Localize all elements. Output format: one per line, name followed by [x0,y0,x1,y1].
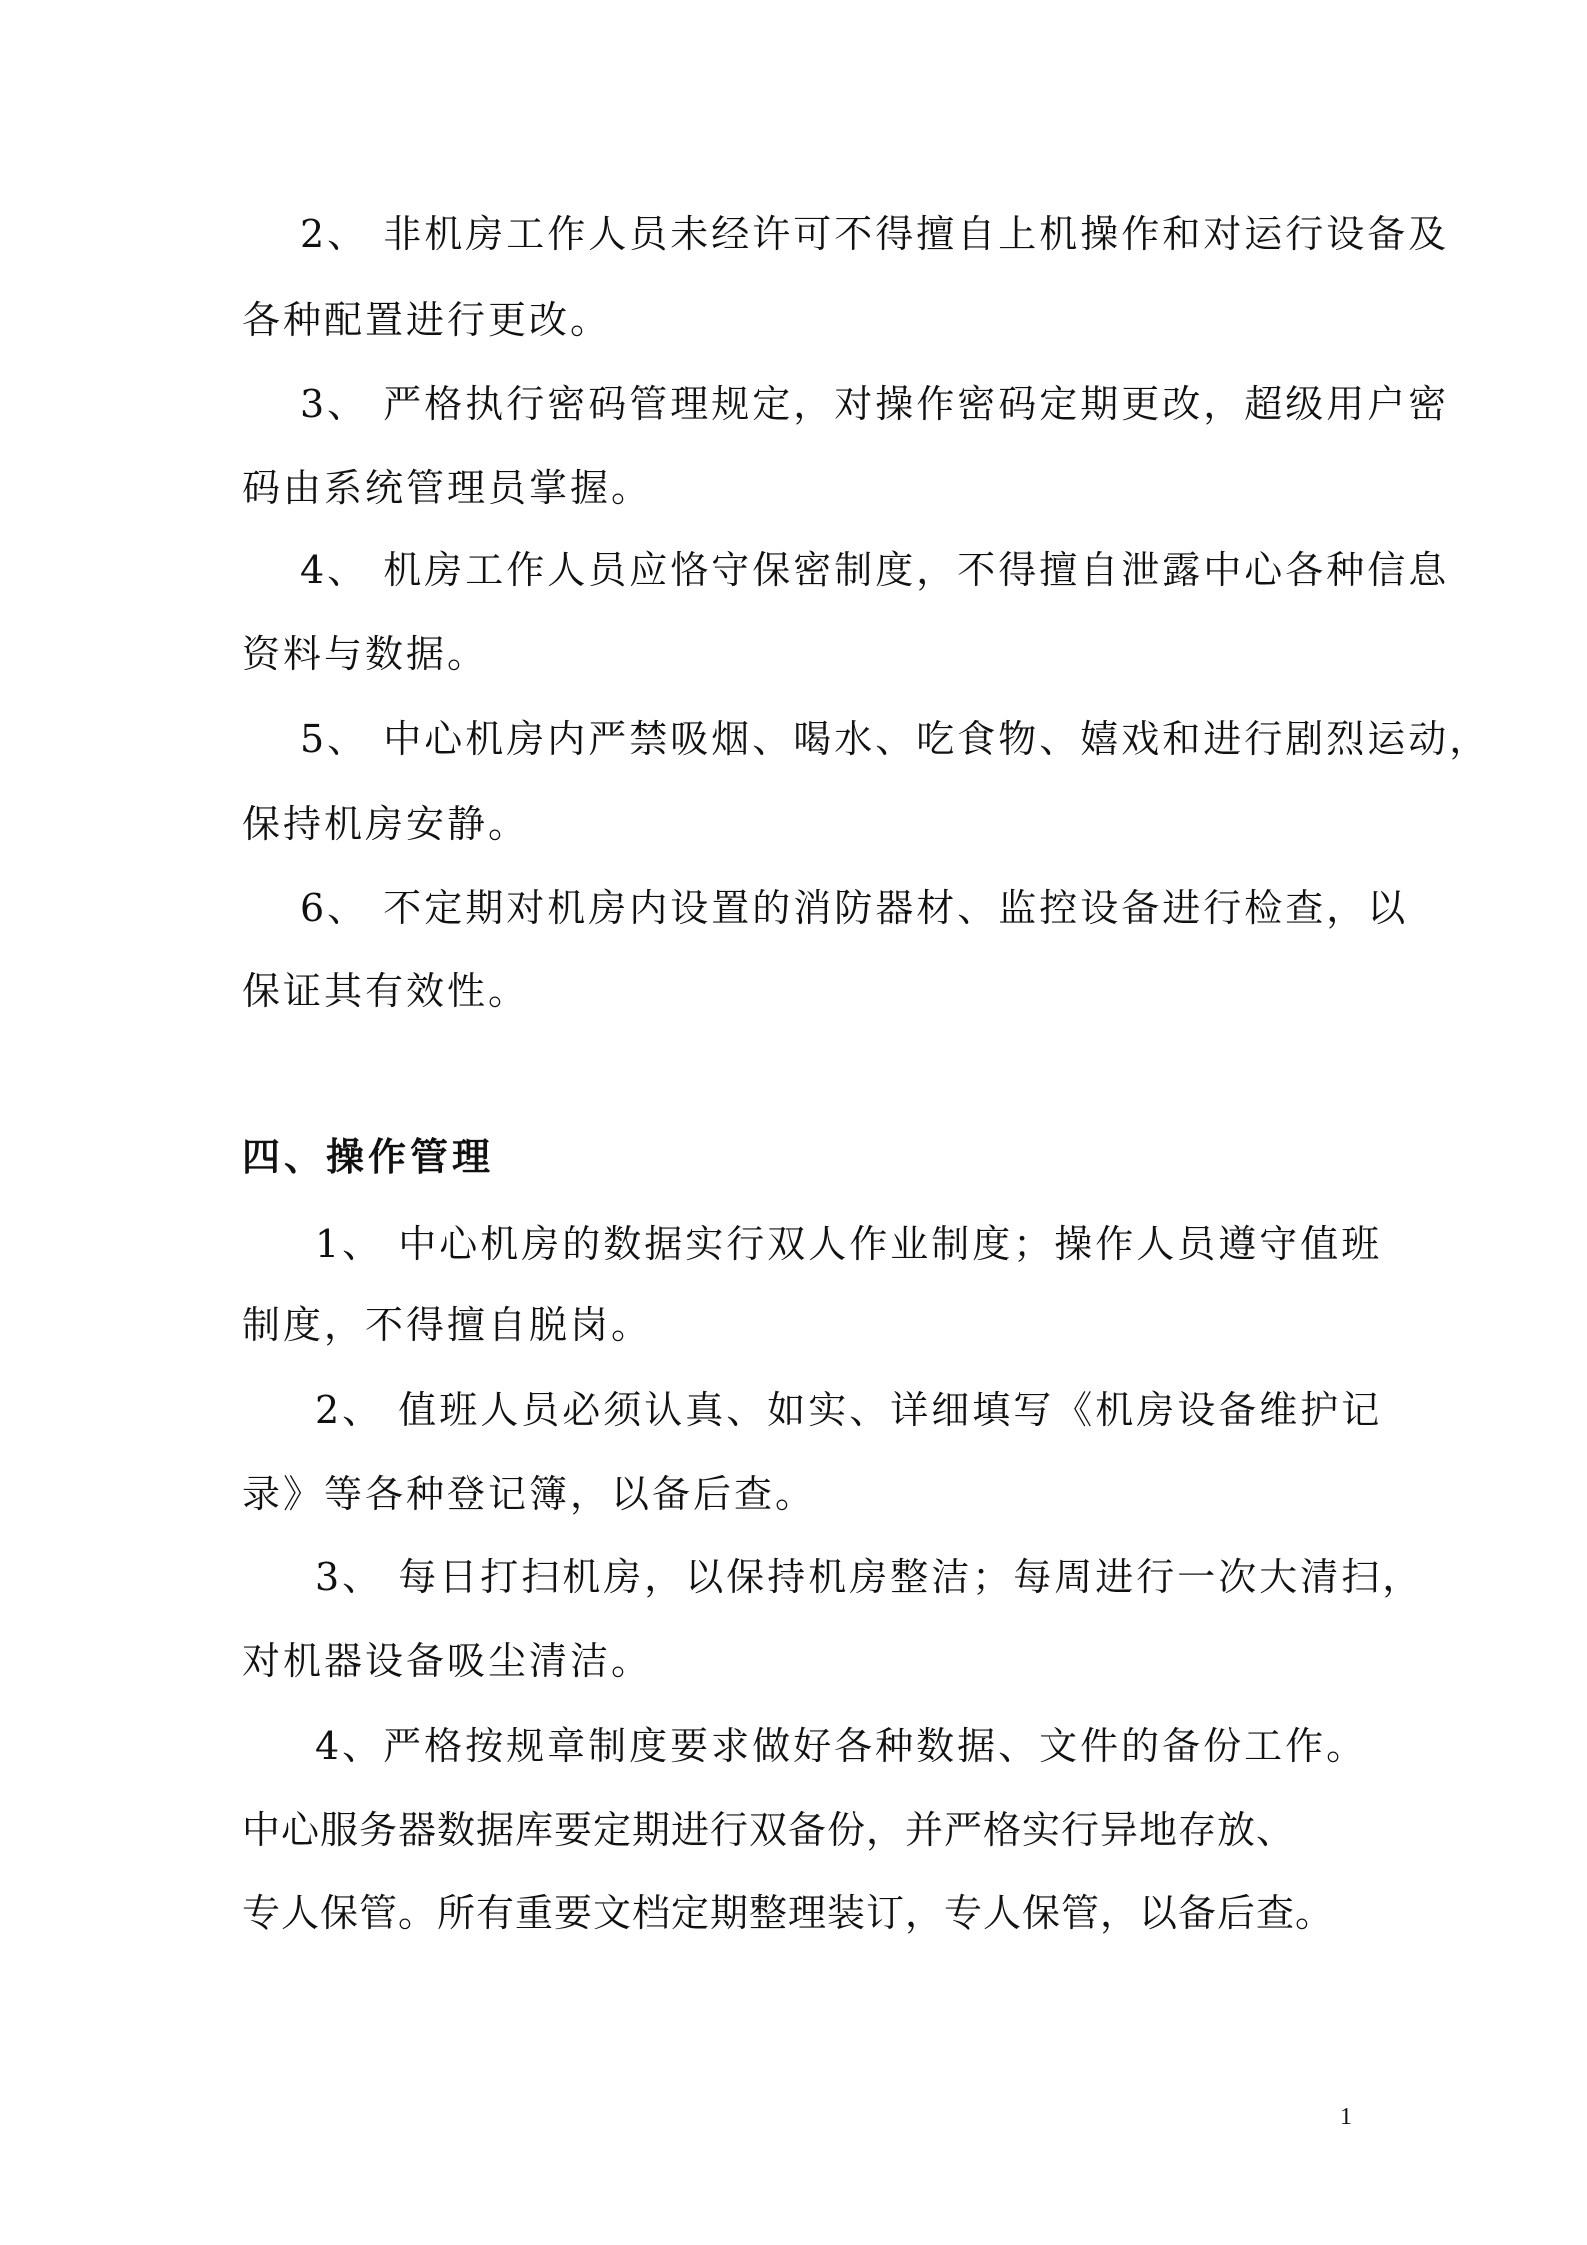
item-4-line-1: 4、 机房工作人员应恪守保密制度，不得擅自泄露中心各种信息 [300,548,1450,592]
item-6-line-2: 保证其有效性。 [242,969,530,1013]
item-6-line-1: 6、 不定期对机房内设置的消防器材、监控设备进行检查，以 [300,886,1409,930]
op-item-2-line-1: 2、 值班人员必须认真、如实、详细填写《机房设备维护记 [315,1388,1383,1432]
item-5-line-2: 保持机房安静。 [242,802,530,846]
op-item-4-line-1: 4、严格按规章制度要求做好各种数据、文件的备份工作。 [315,1724,1368,1768]
page-number: 1 [1340,2104,1352,2130]
op-item-3-line-1: 3、 每日打扫机房，以保持机房整洁；每周进行一次大清扫， [315,1555,1424,1599]
item-3-line-2: 码由系统管理员掌握。 [242,466,653,510]
item-4-line-2: 资料与数据。 [242,632,489,676]
op-item-4-line-3: 专人保管。所有重要文档定期整理装订，专人保管，以备后查。 [242,1891,1335,1935]
item-2-line-1: 2、 非机房工作人员未经许可不得擅自上机操作和对运行设备及 [300,212,1450,256]
op-item-2-line-2: 录》等各种登记簿，以备后查。 [242,1472,817,1516]
op-item-3-line-2: 对机器设备吸尘清洁。 [242,1639,653,1683]
item-3-line-1: 3、 严格执行密码管理规定，对操作密码定期更改，超级用户密 [300,382,1450,426]
op-item-1-line-2: 制度，不得擅自脱岗。 [242,1303,653,1347]
section-heading: 四、操作管理 [242,1134,495,1179]
item-2-line-2: 各种配置进行更改。 [242,298,612,342]
item-5-line-1: 5、 中心机房内严禁吸烟、喝水、吃食物、嬉戏和进行剧烈运动， [300,717,1491,761]
op-item-1-line-1: 1、 中心机房的数据实行双人作业制度；操作人员遵守值班 [315,1222,1383,1266]
op-item-4-line-2: 中心服务器数据库要定期进行双备份，并严格实行异地存放、 [242,1808,1296,1852]
